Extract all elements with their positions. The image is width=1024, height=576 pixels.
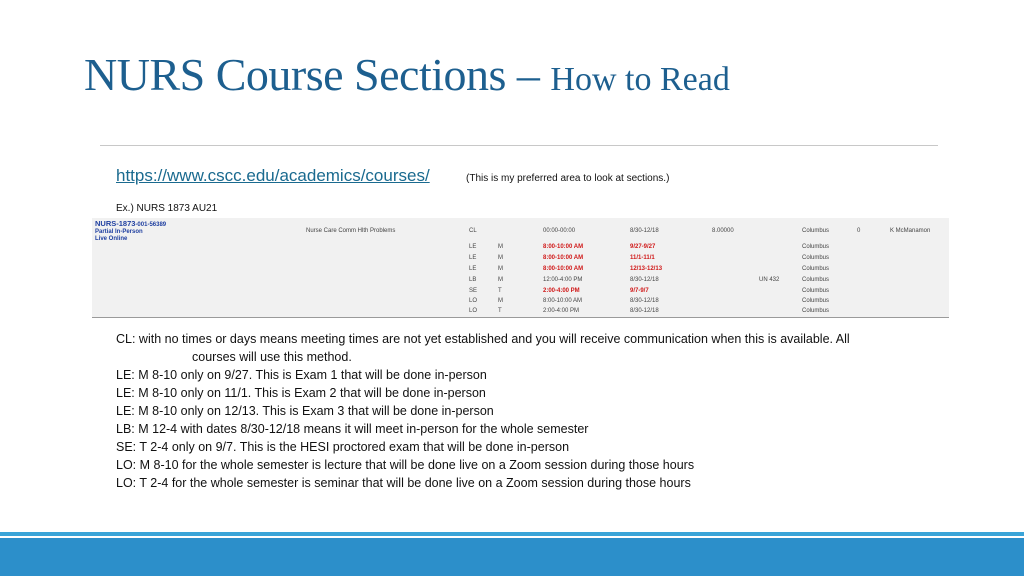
- row-6-campus: Columbus: [802, 298, 830, 304]
- row-7-campus: Columbus: [802, 308, 830, 314]
- row-0-seats: 0: [857, 228, 861, 234]
- row-1-type: LE: [469, 244, 477, 250]
- row-2-day: M: [498, 255, 503, 261]
- explanation-line: LO: M 8-10 for the whole semester is lecture that will be done live on a Zoom session during those hours: [116, 458, 695, 472]
- preferred-area-note: (This is my preferred area to look at sections.): [466, 173, 670, 184]
- row-0-credits: 8.00000: [712, 228, 734, 234]
- course-id-code: NURS-1873: [95, 219, 136, 228]
- row-0-dates: 8/30-12/18: [630, 228, 659, 234]
- title-divider: [100, 145, 938, 146]
- row-6-day: M: [498, 298, 503, 304]
- explanation-line: LE: M 8-10 only on 11/1. This is Exam 2 that will be done in-person: [116, 386, 486, 400]
- footer-accent-line: [0, 532, 1024, 536]
- row-3-dates: 12/13-12/13: [630, 266, 663, 272]
- row-3-time: 8:00-10:00 AM: [543, 266, 584, 272]
- explanation-cl: CL: with no times or days means meeting times are not yet established and you will receive communication when this is available. All: [116, 332, 850, 346]
- row-5-time: 2:00-4:00 PM: [543, 288, 580, 294]
- row-1-time: 8:00-10:00 AM: [543, 244, 584, 250]
- course-flag-partial: Partial In-Person: [95, 229, 143, 235]
- row-4-room: UN 432: [759, 277, 780, 283]
- row-5-type: SE: [469, 288, 478, 294]
- row-0-type: CL: [469, 228, 477, 234]
- course-section-table: [92, 218, 949, 318]
- row-3-day: M: [498, 266, 503, 272]
- course-search-link[interactable]: https://www.cscc.edu/academics/courses/: [116, 166, 430, 185]
- explanation-line: LO: T 2-4 for the whole semester is seminar that will be done live on a Zoom session during those hours: [116, 476, 691, 490]
- row-6-dates: 8/30-12/18: [630, 298, 659, 304]
- row-0-instructor: K McManamon: [890, 228, 931, 234]
- row-1-day: M: [498, 244, 503, 250]
- example-label: Ex.) NURS 1873 AU21: [116, 203, 218, 214]
- explanation-line: LE: M 8-10 only on 12/13. This is Exam 3 that will be done in-person: [116, 404, 494, 418]
- row-3-campus: Columbus: [802, 266, 830, 272]
- explanation-line: LB: M 12-4 with dates 8/30-12/18 means it will meet in-person for the whole semester: [116, 422, 589, 436]
- row-3-type: LE: [469, 266, 477, 272]
- row-6-time: 8:00-10:00 AM: [543, 298, 583, 304]
- course-flag-online: Live Online: [95, 236, 128, 242]
- row-5-campus: Columbus: [802, 288, 830, 294]
- row-2-type: LE: [469, 255, 477, 261]
- row-7-dates: 8/30-12/18: [630, 308, 659, 314]
- row-4-day: M: [498, 277, 503, 283]
- row-0-campus: Columbus: [802, 228, 830, 234]
- course-crn: -001-56389: [135, 222, 167, 228]
- explanation-line: LE: M 8-10 only on 9/27. This is Exam 1 that will be done in-person: [116, 368, 487, 382]
- row-4-campus: Columbus: [802, 277, 830, 283]
- page-title-sub: How to Read: [550, 61, 730, 98]
- row-6-type: LO: [469, 298, 478, 304]
- row-5-day: T: [498, 288, 502, 294]
- row-4-dates: 8/30-12/18: [630, 277, 659, 283]
- row-2-time: 8:00-10:00 AM: [543, 255, 584, 261]
- course-name: Nurse Care Comm Hlth Problems: [306, 228, 396, 234]
- row-2-dates: 11/1-11/1: [630, 255, 655, 261]
- explanation-line: SE: T 2-4 only on 9/7. This is the HESI proctored exam that will be done in-person: [116, 440, 570, 454]
- explanation-cl-cont: courses will use this method.: [192, 350, 352, 364]
- row-7-type: LO: [469, 308, 478, 314]
- row-7-time: 2:00-4:00 PM: [543, 308, 580, 314]
- row-1-dates: 9/27-9/27: [630, 244, 656, 250]
- row-0-time: 00:00-00:00: [543, 228, 576, 234]
- footer-bar: [0, 538, 1024, 576]
- row-1-campus: Columbus: [802, 244, 830, 250]
- explanation-text: [116, 330, 956, 492]
- page-title: [84, 48, 730, 101]
- row-7-day: T: [498, 308, 502, 314]
- row-4-time: 12:00-4:00 PM: [543, 277, 583, 283]
- row-2-campus: Columbus: [802, 255, 830, 261]
- row-5-dates: 9/7-9/7: [630, 288, 649, 294]
- page-title-main: NURS Course Sections –: [84, 49, 551, 100]
- row-4-type: LB: [469, 277, 477, 283]
